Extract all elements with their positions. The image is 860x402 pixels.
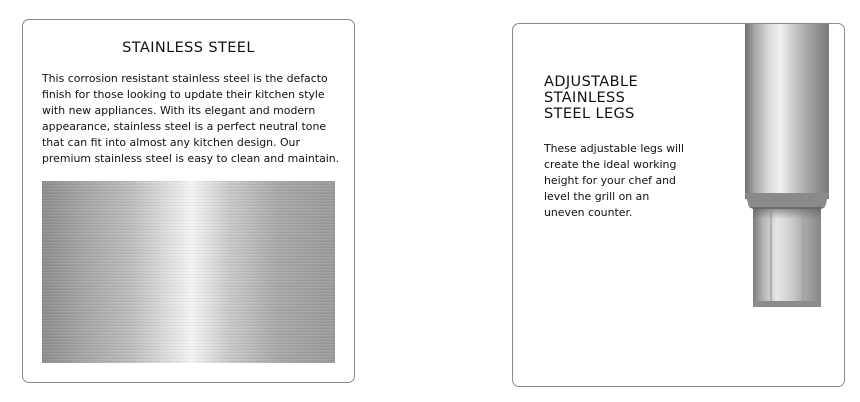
stainless-steel-description: This corrosion resistant stainless steel is the defacto finish for those looking to update their kitchen style with new appliances. With its elegant and modern appearance, stainless steel is a perfect neutral tone that can fit into almost any kitchen design. Our premium stainless steel is easy to clean and maintain. [42, 72, 340, 165]
adjustable-legs-description-line: These adjustable legs will [544, 142, 685, 155]
adjustable-legs-title-line: STAINLESS [544, 90, 626, 106]
adjustable-legs-title [544, 74, 638, 122]
adjustable-legs-card [512, 23, 845, 387]
stainless-steel-card [22, 19, 355, 383]
stainless-steel-title: STAINLESS STEEL [122, 40, 255, 56]
adjustable-steel-leg-image [741, 23, 833, 311]
adjustable-legs-description-line: height for your chef and [544, 174, 676, 187]
adjustable-legs-description-line: level the grill on an [544, 190, 650, 203]
adjustable-legs-description-line: create the ideal working [544, 158, 677, 171]
adjustable-legs-title-line: ADJUSTABLE [544, 74, 639, 90]
adjustable-legs-description [544, 141, 704, 221]
adjustable-legs-description-line: uneven counter. [544, 206, 633, 219]
adjustable-legs-title-line: STEEL LEGS [544, 106, 635, 122]
brushed-steel-swatch-image [42, 181, 335, 363]
